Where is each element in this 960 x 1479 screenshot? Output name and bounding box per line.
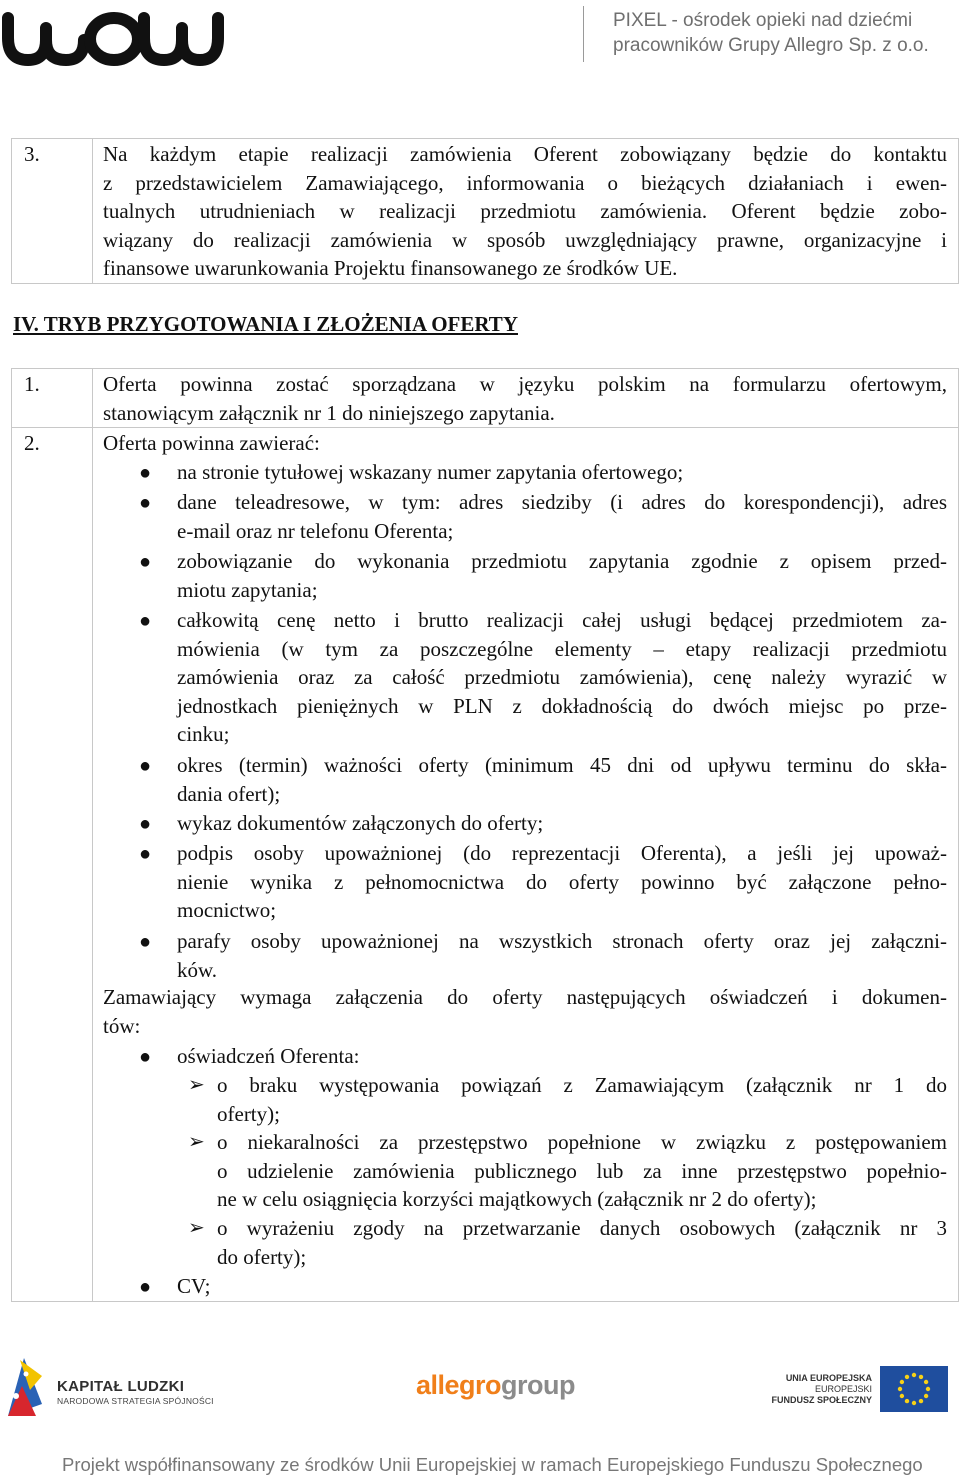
bullet-line: mówienia (w tym za poszczególne elementy – etapy realizacji przedmiotu xyxy=(177,636,947,661)
item1-line: stanowiącym załącznik nr 1 do niniejszego zapytania. xyxy=(103,400,555,425)
project-note: Projekt współfinansowany ze środków Unii Europejskiej w ramach Europejskiego Funduszu Społecznego xyxy=(62,1454,923,1475)
bullet-line: nienie wynika z pełnomocnictwa do oferty powinno być załączone pełno- xyxy=(177,869,947,894)
eu-line2: EUROPEJSKI xyxy=(814,1384,872,1394)
eu-star-icon xyxy=(900,1394,904,1398)
statement-line: o braku występowania powiązań z Zamawiającym (załącznik nr 1 do xyxy=(217,1073,947,1097)
bullet-icon: ● xyxy=(139,492,152,514)
section3-line: z przedstawicielem Zamawiającego, informowania o bieżących działaniach i ewen- xyxy=(103,170,947,195)
item2-number: 2. xyxy=(24,431,40,455)
org-name-line1: PIXEL - ośrodek opieki nad dziećmi xyxy=(613,10,913,31)
statements-label: oświadczeń Oferenta: xyxy=(177,1044,360,1068)
kapital-ludzki-subtitle: NARODOWA STRATEGIA SPÓJNOŚCI xyxy=(57,1396,214,1406)
eu-text-block xyxy=(760,1373,872,1406)
bullet-line: parafy osoby upoważnionej na wszystkich stronach oferty oraz jej załączni- xyxy=(177,929,947,953)
kapital-ludzki-title: KAPITAŁ LUDZKI xyxy=(57,1378,185,1395)
allegro-group-logo xyxy=(416,1370,575,1401)
eu-star-icon xyxy=(900,1380,904,1384)
statement-line: oferty); xyxy=(217,1101,280,1126)
section3-line: finansowe uwarunkowania Projektu finansowanego ze środków UE. xyxy=(103,256,678,280)
bullet-line: miotu zapytania; xyxy=(177,577,318,602)
section3-column-rule xyxy=(92,138,93,284)
bullet-line: podpis osoby upoważnionej (do reprezentacji Oferenta), a jeśli jej upoważ- xyxy=(177,841,947,865)
bullet-line: zamówienia oraz za całość przedmiotu zamówienia), cenę należy wyrazić w xyxy=(177,665,947,689)
wow-logo xyxy=(0,8,226,68)
bullet-icon: ● xyxy=(139,813,152,835)
bullet-line: całkowitą cenę netto i brutto realizacji całej usługi będącej przedmiotem za- xyxy=(177,608,947,632)
bullet-line: zobowiązanie do wykonania przedmiotu zapytania zgodnie z opisem przed- xyxy=(177,549,947,573)
bullet-icon: ● xyxy=(139,1046,152,1068)
items-row-rule xyxy=(11,427,959,428)
eu-flag-icon xyxy=(880,1366,948,1412)
requirement-line: Zamawiający wymaga załączenia do oferty następujących oświadczeń i dokumen- xyxy=(103,985,947,1009)
kapital-ludzki-emblem xyxy=(2,1356,48,1420)
eu-star-icon xyxy=(924,1394,928,1398)
bullet-line: na stronie tytułowej wskazany numer zapytania ofertowego; xyxy=(177,460,684,484)
eu-star-icon xyxy=(919,1375,923,1379)
arrow-bullet-icon: ➢ xyxy=(188,1074,205,1096)
item2-intro: Oferta powinna zawierać: xyxy=(103,431,320,455)
bullet-icon: ● xyxy=(139,1276,152,1298)
eu-line3: FUNDUSZ SPOŁECZNY xyxy=(771,1395,872,1405)
eu-star-icon xyxy=(898,1387,902,1391)
bullet-line: e-mail oraz nr telefonu Oferenta; xyxy=(177,518,454,543)
statement-line: o udzielenie zamówienia publicznego lub za inne przestępstwo popełnio- xyxy=(217,1158,947,1183)
section3-line: Na każdym etapie realizacji zamówienia Oferent zobowiązany będzie do kontaktu xyxy=(103,142,947,166)
eu-star-icon xyxy=(905,1375,909,1379)
bullet-line: dane teleadresowe, w tym: adres siedziby (i adres do korespondencji), adres xyxy=(177,490,947,514)
header-separator xyxy=(583,6,584,62)
section3-line: tualnych utrudnieniach w realizacji przedmiotu zamówienia. Oferent będzie zobo- xyxy=(103,199,947,223)
requirement-line: tów: xyxy=(103,1013,141,1038)
bullet-line: ków. xyxy=(177,957,218,982)
group-logo-text: group xyxy=(501,1370,576,1400)
bullet-icon: ● xyxy=(139,610,152,632)
eu-star-icon xyxy=(926,1387,930,1391)
item1-line: Oferta powinna zostać sporządzana w języku polskim na formularzu ofertowym, xyxy=(103,372,947,396)
section3-number: 3. xyxy=(24,142,40,166)
items-column-rule xyxy=(92,368,93,1302)
org-name-line2: pracowników Grupy Allegro Sp. z o.o. xyxy=(613,35,929,56)
statement-line: o niekaralności za przestępstwo popełnione w związku z postępowaniem xyxy=(217,1130,947,1154)
eu-star-icon xyxy=(912,1373,916,1377)
eu-star-icon xyxy=(919,1399,923,1403)
bullet-line: cinku; xyxy=(177,722,230,746)
item1-number: 1. xyxy=(24,372,40,396)
bullet-line: okres (termin) ważności oferty (minimum 45 dni od upływu terminu do skła- xyxy=(177,753,947,777)
statement-line: o wyrażeniu zgody na przetwarzanie danych osobowych (załącznik nr 3 xyxy=(217,1216,947,1240)
eu-star-icon xyxy=(912,1401,916,1405)
bullet-icon: ● xyxy=(139,843,152,865)
eu-star-icon xyxy=(924,1380,928,1384)
eu-star-icon xyxy=(905,1399,909,1403)
section-heading: IV. TRYB PRZYGOTOWANIA I ZŁOŻENIA OFERTY xyxy=(13,312,518,336)
statement-line: ne w celu osiągnięcia korzyści majątkowych (załącznik nr 2 do oferty); xyxy=(217,1187,817,1211)
bullet-icon: ● xyxy=(139,931,152,953)
section3-line: wiązany do realizacji zamówienia w sposób uwzględniający prawne, organizacyjne i xyxy=(103,227,947,252)
bullet-line: wykaz dokumentów załączonych do oferty; xyxy=(177,811,544,835)
arrow-bullet-icon: ➢ xyxy=(188,1217,205,1239)
cv-item: CV; xyxy=(177,1274,211,1298)
bullet-icon: ● xyxy=(139,462,152,484)
allegro-logo-text: allegro xyxy=(416,1370,502,1400)
statement-line: do oferty); xyxy=(217,1244,307,1269)
eu-line1: UNIA EUROPEJSKA xyxy=(785,1373,872,1383)
section3-text xyxy=(103,140,947,283)
arrow-bullet-icon: ➢ xyxy=(188,1131,205,1153)
bullet-line: mocnictwo; xyxy=(177,898,277,922)
bullet-icon: ● xyxy=(139,755,152,777)
bullet-line: dania ofert); xyxy=(177,781,281,806)
bullet-line: jednostkach pieniężnych w PLN z dokładnością do dwóch miejsc po prze- xyxy=(177,693,947,718)
requirement-paragraph xyxy=(103,983,947,1040)
bullet-icon: ● xyxy=(139,551,152,573)
item1-text xyxy=(103,370,947,427)
